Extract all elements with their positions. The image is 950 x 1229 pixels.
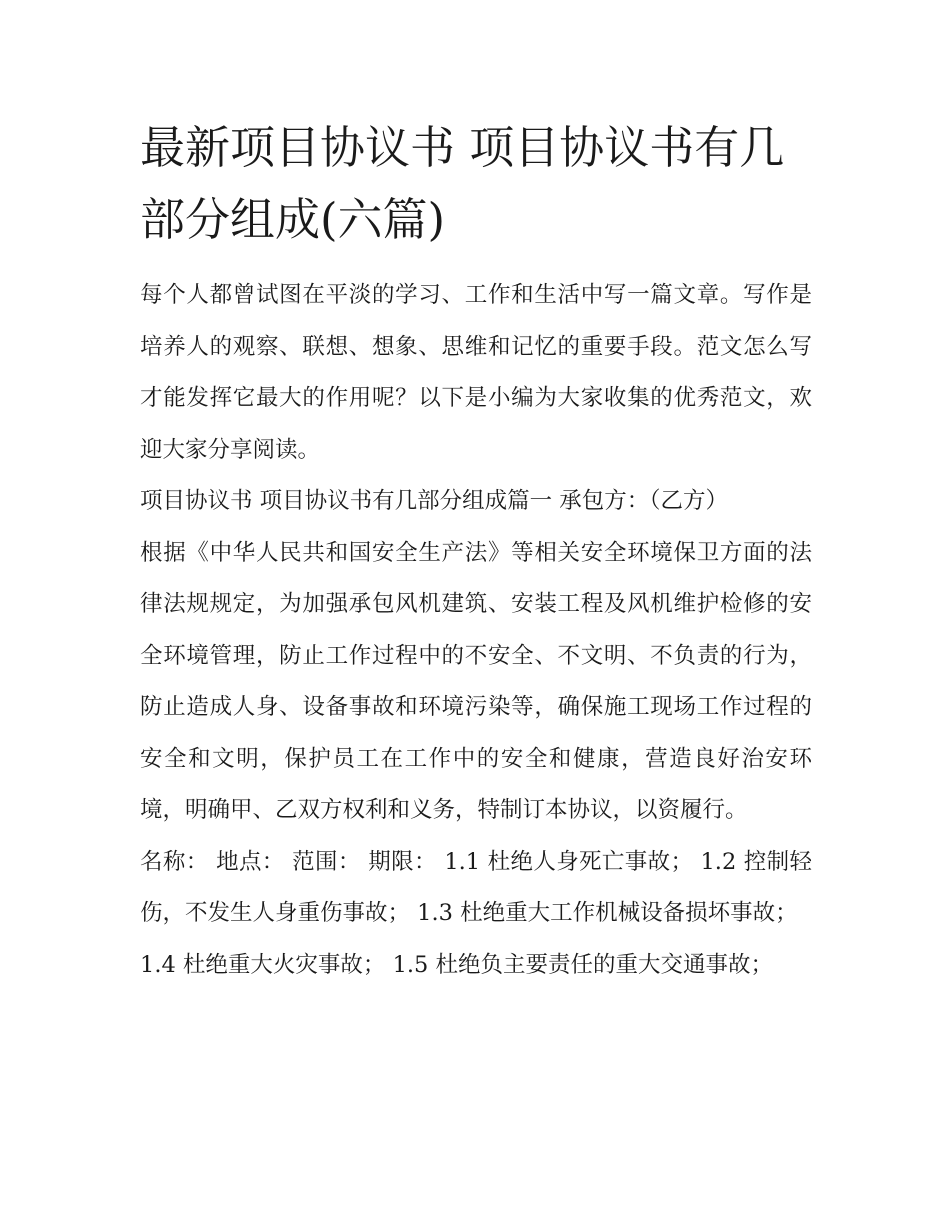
paragraph-goals-1: 名称： 地点： 范围： 期限： 1.1 杜绝人身死亡事故； 1.2 控制轻伤，不发生人身重伤事故； 1.3 杜绝重大工作机械设备损坏事故； [140,848,812,926]
paragraph-intro: 每个人都曾试图在平淡的学习、工作和生活中写一篇文章。写作是培养人的观察、联想、想象、思维和记忆的重要手段。范文怎么写才能发挥它最大的作用呢？以下是小编为大家收集的优秀范文，欢迎大家分享阅读。 [140,282,812,463]
document-page [140,112,812,991]
paragraph-goals-2: 1.4 杜绝重大火灾事故； 1.5 杜绝负主要责任的重大交通事故； [140,951,774,978]
document-title: 最新项目协议书 项目协议书有几部分组成(六篇) [140,121,785,246]
paragraph-section-heading: 项目协议书 项目协议书有几部分组成篇一 承包方：（乙方） [140,488,729,514]
paragraph-purpose: 根据《中华人民共和国安全生产法》等相关安全环境保卫方面的法律法规规定，为加强承包风机建筑、安装工程及风机维护检修的安全环境管理，防止工作过程中的不安全、不文明、不负责的行为，防止造成人身、设备事故和环境污染等，确保施工现场工作过程的安全和文明，保护员工在工作中的安全和健康，营造良好治安环境，明确甲、乙双方权利和义务，特制订本协议，以资履行。 [140,539,812,823]
